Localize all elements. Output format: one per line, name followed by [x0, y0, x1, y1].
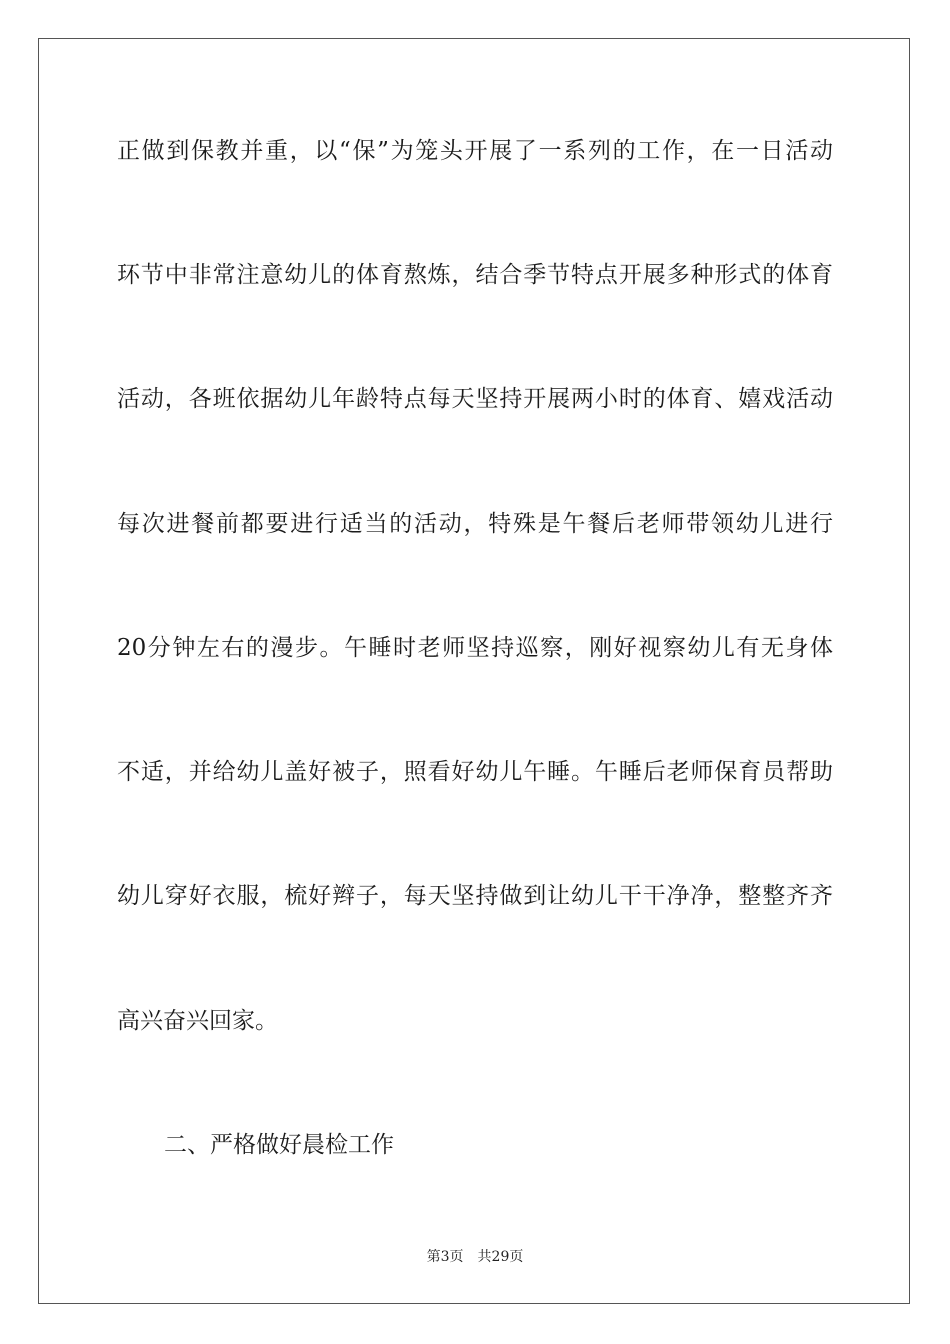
page-border — [38, 38, 910, 1304]
body-text-line: 不适，并给幼儿盖好被子，照看好幼儿午睡。午睡后老师保育员帮助 — [117, 759, 833, 785]
page-number: 第3页 — [426, 1249, 464, 1265]
body-text-line: 活动，各班依据幼儿年龄特点每天坚持开展两小时的体育、嬉戏活动 — [117, 386, 833, 412]
body-text-line: 环节中非常注意幼儿的体育熬炼，结合季节特点开展多种形式的体育 — [117, 262, 833, 288]
page-footer — [0, 1247, 950, 1267]
page-total: 共29页 — [477, 1249, 524, 1265]
body-text-line: 幼儿穿好衣服，梳好辫子，每天坚持做到让幼儿干干净净，整整齐齐 — [117, 883, 833, 909]
body-text-line: 正做到保教并重，以“保”为笼头开展了一系列的工作，在一日活动 — [117, 138, 833, 164]
section-heading: 二、严格做好晨检工作 — [164, 1132, 394, 1158]
body-text-line: 20分钟左右的漫步。午睡时老师坚持巡察，刚好视察幼儿有无身体 — [117, 635, 833, 661]
body-text-line: 每次进餐前都要进行适当的活动，特殊是午餐后老师带领幼儿进行 — [117, 511, 833, 537]
body-text-line: 高兴奋兴回家。 — [117, 1008, 278, 1034]
